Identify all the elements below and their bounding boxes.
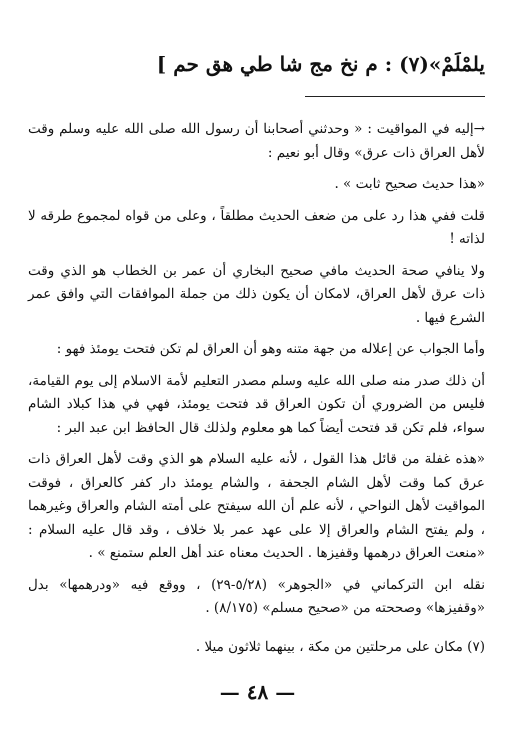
main-text — [28, 118, 485, 629]
header-subtitle: : م نخ مج شا طي هق حم ] — [156, 52, 393, 76]
paragraph: أن ذلك صدر منه صلى الله عليه وسلم مصدر التعليم لأمة الاسلام إلى يوم القيامة، فليس من الضروري أن تكون العراق قد فتحت يومئذ، فهي في هذا كبلاد الشام سواء، فلم تكن قد فتحت أيضاً كما هو معلوم ولذلك قال الحافظ ابن عبد البر : — [28, 372, 485, 436]
paragraph: «هذه غفلة من قائل هذا القول ، لأنه عليه السلام هو الذي وقت لأهل العراق ذات عرق كما وقت لأهل الشام الجحفة ، والشام يومئذ دار كفر كالعراق ، فوقت المواقيت لأهل النواحي ، لأنه علم أن الله سيفتح على أمته الشام والعراق وغيرهما ، ولم يفتح الشام والعراق إلا على عهد عمر بلا خلاف ، وقد قال عليه السلام : «منعت العراق درهمها وقفيزها . الحديث معناه عند أهل العلم ستمنع » . — [28, 451, 485, 561]
paragraph: ولا ينافي صحة الحديث مافي صحيح البخاري أن عمر بن الخطاب هو الذي وقت ذات عرق لأهل العراق، لامكان أن يكون ذلك من جملة الموافقات التي وافق عمر الشرع فيها . — [28, 262, 485, 326]
header-title: يلمْلَمْ» — [428, 52, 485, 76]
section-header — [150, 50, 485, 78]
header-footnote-mark: (٧) — [399, 52, 429, 76]
paragraph: وأما الجواب عن إعلاله من جهة متنه وهو أن العراق لم تكن فتحت يومئذ فهو : — [56, 341, 485, 357]
paragraph: «هذا حديث صحيح ثابت » . — [334, 176, 485, 192]
footnote: (٧) مكان على مرحلتين من مكة ، بينهما ثلاثون ميلا . — [195, 639, 485, 655]
header-divider — [305, 96, 485, 97]
page-number: — ٤٨ — — [219, 680, 296, 704]
paragraph: قلت ففي هذا رد على من ضعف الحديث مطلقاً ، وعلى من قواه لمجموع طرقه لا لذاته ! — [28, 207, 485, 247]
paragraph: نقله ابن التركماني في «الجوهر» (٥/٢٨-٢٩) ، ووقع فيه «ودرهمها» بدل «وقفيزها» وصححته من «صحيح مسلم» (٨/١٧٥) . — [28, 576, 485, 616]
paragraph: →إليه في المواقيت : « وحدثني أصحابنا أن رسول الله صلى الله عليه وسلم وقت لأهل العراق ذات عرق» وقال أبو نعيم : — [28, 121, 485, 161]
